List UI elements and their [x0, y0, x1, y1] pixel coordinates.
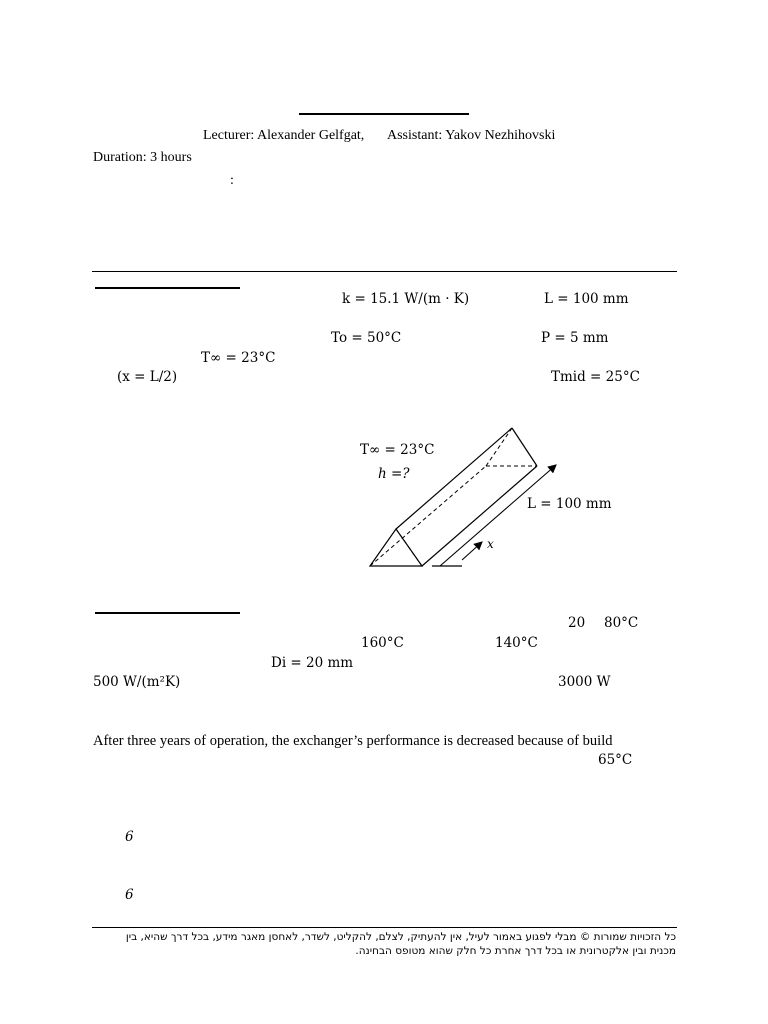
temperature-160: 160°C	[361, 635, 404, 651]
base-temperature-value: To = 50°C	[331, 330, 402, 346]
inner-diameter-value: Di = 20 mm	[271, 655, 354, 671]
outlet-temperature-80: 80°C	[604, 615, 639, 631]
length-arrow	[440, 465, 556, 566]
fin-tip-edge	[512, 428, 537, 466]
footer-rule	[92, 927, 677, 928]
temperature-140: 140°C	[495, 635, 538, 651]
temperature-65: 65°C	[598, 752, 633, 768]
figure-length-label: L = 100 mm	[527, 496, 612, 512]
fin-front-edge	[422, 466, 537, 566]
figure-x-label: x	[487, 537, 494, 551]
duration-text: Duration: 3 hours	[93, 150, 192, 165]
conductivity-value: k = 15.1 W/(m · K)	[342, 291, 470, 307]
length-value: L = 100 mm	[544, 291, 629, 307]
italic-six-a: 6	[125, 829, 134, 845]
heat-transfer-coefficient: 500 W/(m²K)	[93, 674, 181, 690]
perimeter-value: P = 5 mm	[541, 330, 609, 346]
midpoint-temperature-value: Tmid = 25°C	[551, 369, 640, 385]
midpoint-position: (x = L/2)	[117, 369, 178, 385]
heat-rate-value: 3000 W	[558, 674, 611, 690]
copyright-line-2: מכנית ובין אלקטרונית או בכל דרך אחרת כל חלק שהוא מטופס הבחינה.	[355, 945, 676, 957]
lecturer-text: Lecturer: Alexander Gelfgat,	[203, 128, 365, 143]
colon-mark: :	[230, 173, 234, 188]
assistant-text: Assistant: Yakov Nezhihovski	[387, 128, 556, 143]
figure-h-label: h =?	[378, 466, 410, 482]
copyright-line-1: כל הזכויות שמורות © מבלי לפגוע באמור לעיל, אין להעתיק, לצלם, להקליט, לשדר, לאחסן מאגר מידע, בכל דרך שהיא, בין	[125, 931, 676, 943]
fouling-sentence: After three years of operation, the exchanger’s performance is decreased because of build	[93, 733, 613, 749]
copyright-footer	[92, 930, 676, 958]
fin-base-triangle	[370, 529, 422, 566]
inlet-temperature-20: 20	[568, 615, 586, 631]
ambient-temperature-value: T∞ = 23°C	[201, 350, 276, 366]
problem2-heading-underline	[95, 612, 240, 614]
italic-six-b: 6	[125, 887, 134, 903]
figure-ambient-label: T∞ = 23°C	[360, 442, 435, 458]
